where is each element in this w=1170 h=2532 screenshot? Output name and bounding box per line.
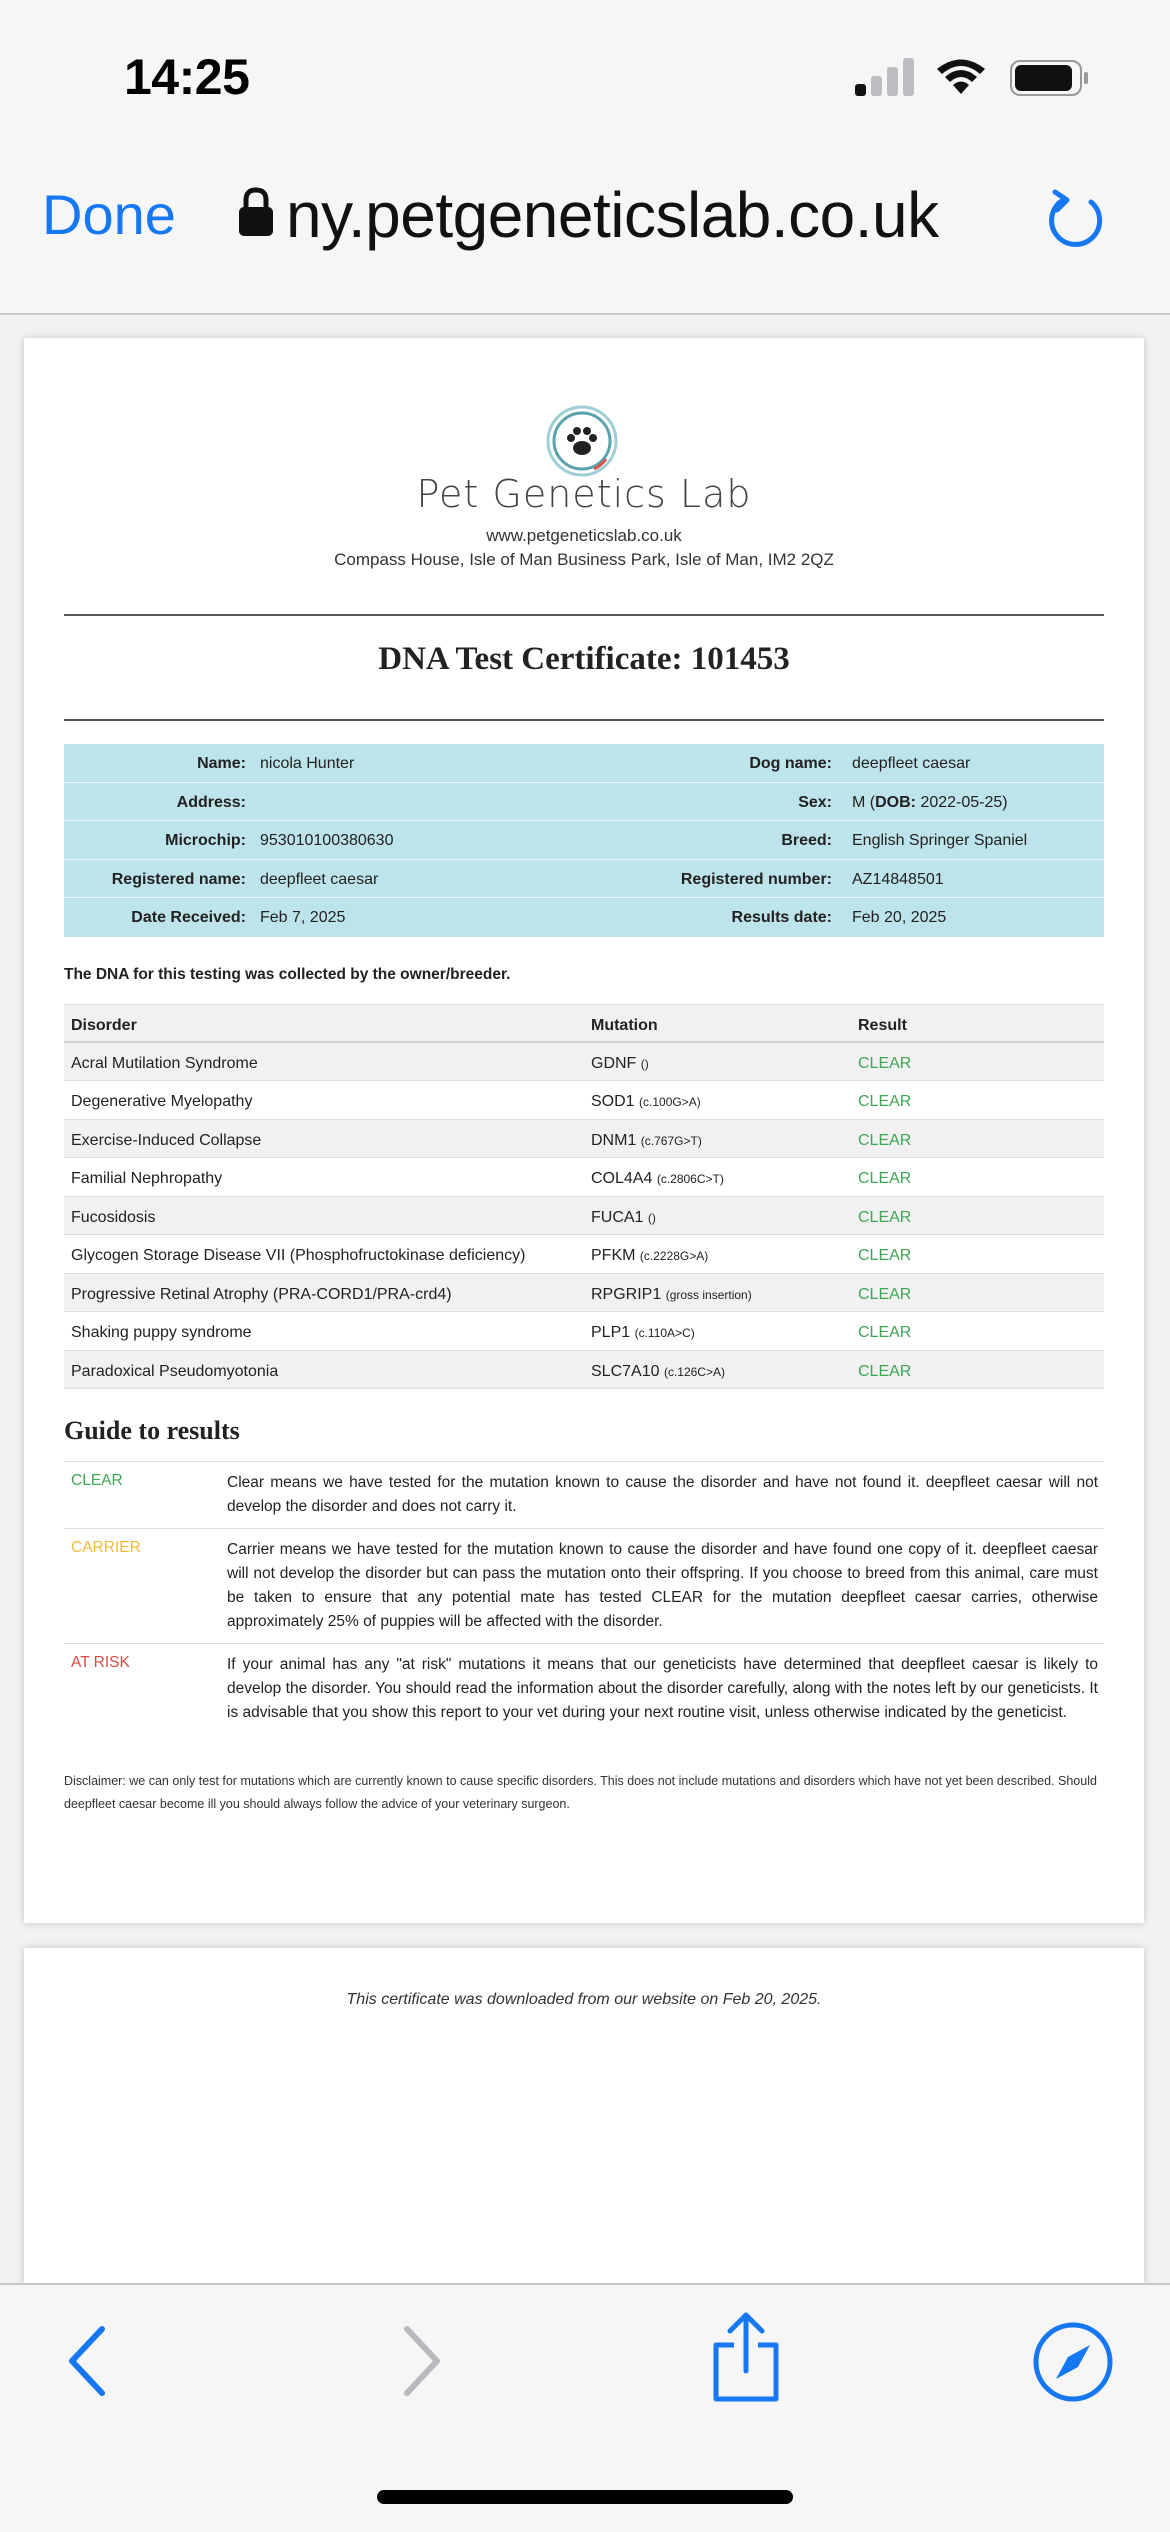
table-row (64, 1120, 1104, 1159)
variant: () (647, 1210, 656, 1225)
clear-key: CLEAR (71, 1472, 123, 1489)
registered-name-value: deepfleet caesar (260, 870, 379, 888)
gene: FUCA1 (591, 1208, 644, 1226)
disorder-cell: Familial Nephropathy (71, 1170, 223, 1187)
paw-logo-icon (544, 403, 620, 479)
mutation-cell (591, 1132, 702, 1150)
gene: SOD1 (591, 1093, 635, 1110)
result-cell: CLEAR (858, 1131, 912, 1149)
variant: (c.100G>A) (639, 1095, 701, 1109)
status-time: 14:25 (124, 49, 250, 105)
table-row (64, 1274, 1104, 1313)
mutation-cell (591, 1055, 649, 1073)
table-row (64, 1158, 1104, 1197)
divider (64, 719, 1104, 721)
registered-number-value: AZ14848501 (852, 870, 944, 888)
disorder-header: Disorder (71, 1017, 137, 1034)
lab-address: Compass House, Isle of Man Business Park, Isle of Man, IM2 2QZ (334, 550, 834, 569)
lab-name: Pet Genetics Lab (416, 472, 752, 516)
disorder-cell: Shaking puppy syndrome (71, 1324, 252, 1341)
clear-description: Clear means we have tested for the mutation known to cause the disorder and have not found it. deepfleet caesar will not develop the disorder and does not carry it. (227, 1474, 1098, 1515)
certificate-title: DNA Test Certificate: 101453 (378, 641, 790, 677)
mutation-cell (591, 1247, 708, 1265)
mutation-header: Mutation (591, 1017, 658, 1034)
variant: (c.110A>C) (634, 1326, 695, 1340)
carrier-description: Carrier means we have tested for the mutation known to cause the disorder and have found one copy of it. deepfleet caesar will not develop the disorder but can pass the mutation onto their offspring. If you choose to breed from this animal, care must be taken to ensure that any potential mate has tested CLEAR for the mutation deepfleet caesar carries, otherwise approximately 25% of puppies will be affected with the disorder. (227, 1541, 1098, 1630)
result-cell: CLEAR (858, 1362, 912, 1380)
info-row (64, 860, 1104, 899)
mutation-cell (591, 1363, 725, 1381)
dob-label: DOB: (875, 793, 916, 811)
date-received-label: Date Received: (131, 909, 246, 926)
info-row (64, 821, 1104, 860)
dog-name-value: deepfleet caesar (852, 755, 971, 772)
lock-icon (236, 186, 276, 238)
disorder-cell: Acral Mutilation Syndrome (71, 1054, 258, 1072)
gene: PFKM (591, 1247, 636, 1264)
result-header: Result (858, 1017, 907, 1034)
date-received-value: Feb 7, 2025 (260, 909, 346, 926)
battery-icon (1010, 60, 1090, 96)
sex: M (852, 793, 866, 811)
results-date-label: Results date: (731, 909, 832, 926)
info-row (64, 783, 1104, 822)
result-cell: CLEAR (858, 1170, 912, 1187)
breed-value: English Springer Spaniel (852, 832, 1028, 849)
table-row (64, 1312, 1104, 1351)
back-icon[interactable] (62, 2321, 112, 2401)
url-field[interactable]: ny.petgeneticslab.co.uk (286, 179, 939, 251)
info-row (64, 898, 1104, 937)
microchip-label: Microchip: (165, 832, 246, 849)
table-row (64, 1351, 1104, 1390)
download-note: This certificate was downloaded from our website on Feb 20, 2025. (346, 1991, 822, 2008)
disorder-cell: Paradoxical Pseudomyotonia (71, 1362, 279, 1380)
variant: (c.2806C>T) (656, 1172, 724, 1186)
microchip-value: 953010100380630 (260, 832, 394, 849)
guide-table (64, 1461, 1104, 1734)
mutation-cell (591, 1170, 724, 1188)
lab-website: www.petgeneticslab.co.uk (486, 526, 682, 545)
variant: () (640, 1056, 649, 1071)
mutation-cell (591, 1324, 695, 1342)
status-bar (0, 0, 1170, 140)
name-label: Name: (197, 755, 246, 772)
result-cell: CLEAR (858, 1285, 912, 1303)
mutation-cell (591, 1093, 701, 1111)
gene: RPGRIP1 (591, 1285, 662, 1303)
result-cell: CLEAR (858, 1093, 912, 1110)
wifi-icon (936, 58, 986, 96)
results-table (64, 1004, 1104, 1389)
mutation-cell (591, 1209, 656, 1227)
dog-name-label: Dog name: (749, 755, 832, 772)
browser-url-bar (0, 140, 1170, 315)
result-cell: CLEAR (858, 1054, 912, 1072)
table-row (64, 1043, 1104, 1082)
mutation-cell (591, 1286, 752, 1304)
signal-icon (855, 58, 915, 96)
certificate-page (24, 338, 1144, 1923)
share-icon[interactable] (708, 2309, 784, 2405)
disorder-cell: Progressive Retinal Atrophy (PRA-CORD1/PRA-crd4) (71, 1285, 452, 1303)
disorder-cell: Fucosidosis (71, 1208, 156, 1226)
collection-note: The DNA for this testing was collected by the owner/breeder. (64, 966, 511, 983)
result-cell: CLEAR (858, 1208, 912, 1226)
variant: (gross insertion) (665, 1287, 752, 1302)
results-header (64, 1004, 1104, 1043)
table-row (64, 1081, 1104, 1120)
result-cell: CLEAR (858, 1324, 912, 1341)
at-risk-description: If your animal has any "at risk" mutations it means that our geneticists have determined that deepfleet caesar is likely to develop the disorder. You should read the information about the disorder carefully, along with the notes left by our geneticists. It is advisable that you show this report to your vet during your next routine visit, unless otherwise indicated by the geneticist. (227, 1656, 1098, 1721)
disorder-cell: Glycogen Storage Disease VII (Phosphofructokinase deficiency) (71, 1247, 526, 1264)
disorder-cell: Exercise-Induced Collapse (71, 1131, 262, 1149)
compass-icon[interactable] (1032, 2321, 1114, 2403)
guide-row-at-risk (64, 1644, 1104, 1734)
divider (64, 614, 1104, 616)
carrier-key: CARRIER (71, 1539, 141, 1556)
info-row (64, 744, 1104, 783)
gene: GDNF (591, 1054, 637, 1072)
home-indicator (377, 2490, 793, 2504)
forward-icon[interactable] (397, 2321, 447, 2401)
gene: COL4A4 (591, 1170, 653, 1187)
guide-title: Guide to results (64, 1416, 240, 1445)
gene: DNM1 (591, 1131, 637, 1149)
breed-label: Breed: (781, 832, 832, 849)
results-date-value: Feb 20, 2025 (852, 909, 947, 926)
registered-number-label: Registered number: (680, 870, 832, 888)
certificate-page-2 (24, 1948, 1144, 2288)
reload-icon[interactable] (1047, 186, 1107, 250)
done-button[interactable]: Done (42, 183, 176, 246)
table-row (64, 1197, 1104, 1236)
registered-name-label: Registered name: (111, 870, 246, 888)
disclaimer: Disclaimer: we can only test for mutations which are currently known to cause specific disorders. This does not include mutations and disorders which have not yet been described. Should deepfleet caesar become ill you should always follow the advice of your veterinary surgeon. (64, 1774, 1097, 1811)
variant: (c.767G>T) (640, 1133, 702, 1148)
address-label: Address: (176, 793, 246, 811)
at-risk-key: AT RISK (71, 1654, 130, 1671)
guide-row-clear (64, 1462, 1104, 1529)
result-cell: CLEAR (858, 1247, 912, 1264)
sex-value: M (DOB: 2022-05-25) (852, 793, 1008, 811)
sex-label: Sex: (798, 793, 832, 811)
disorder-cell: Degenerative Myelopathy (71, 1093, 253, 1110)
table-row (64, 1235, 1104, 1274)
gene: PLP1 (591, 1324, 631, 1341)
gene: SLC7A10 (591, 1362, 660, 1380)
guide-row-carrier (64, 1529, 1104, 1644)
owner-info-table (64, 744, 1104, 937)
variant: (c.126C>A) (663, 1364, 725, 1379)
name-value: nicola Hunter (260, 755, 355, 772)
variant: (c.2228G>A) (639, 1249, 709, 1263)
dob-value: 2022-05-25 (920, 793, 1003, 811)
